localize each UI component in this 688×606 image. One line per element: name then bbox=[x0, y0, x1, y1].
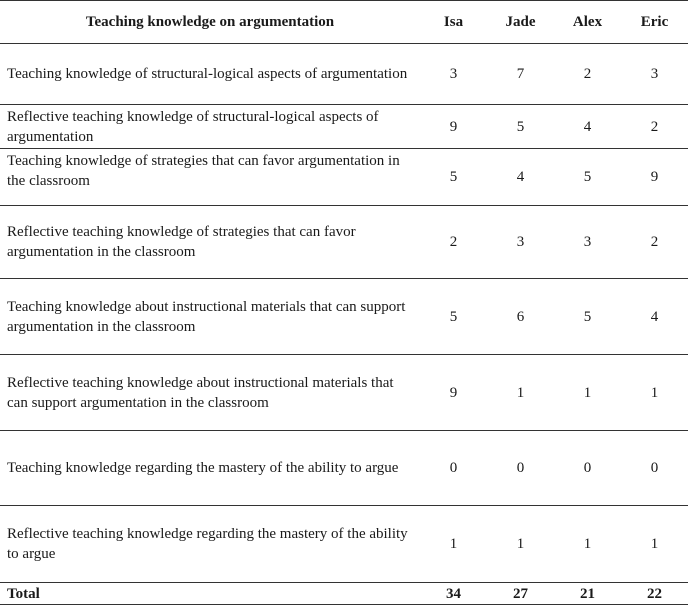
table-row bbox=[0, 355, 688, 431]
header-eric: Eric bbox=[621, 1, 688, 44]
row-value-alex: 0 bbox=[554, 431, 621, 506]
row-value-jade: 0 bbox=[487, 431, 554, 506]
row-value-isa: 3 bbox=[420, 44, 487, 105]
row-label: Reflective teaching knowledge of strategies that can favor argumentation in the classroom bbox=[0, 206, 420, 279]
row-label: Reflective teaching knowledge regarding the mastery of the ability to argue bbox=[0, 506, 420, 583]
header-label: Teaching knowledge on argumentation bbox=[0, 1, 420, 44]
row-value-alex: 1 bbox=[554, 506, 621, 583]
table-row bbox=[0, 206, 688, 279]
table-row bbox=[0, 431, 688, 506]
header-row bbox=[0, 1, 688, 44]
row-value-isa: 2 bbox=[420, 206, 487, 279]
row-value-alex: 4 bbox=[554, 105, 621, 149]
table-row bbox=[0, 105, 688, 149]
row-value-alex: 5 bbox=[554, 149, 621, 206]
total-value-alex: 21 bbox=[554, 583, 621, 605]
table-body bbox=[0, 44, 688, 605]
row-value-isa: 1 bbox=[420, 506, 487, 583]
row-value-isa: 0 bbox=[420, 431, 487, 506]
total-label: Total bbox=[0, 583, 420, 605]
table-row bbox=[0, 149, 688, 206]
row-value-eric: 4 bbox=[621, 279, 688, 355]
row-value-isa: 9 bbox=[420, 105, 487, 149]
row-value-jade: 4 bbox=[487, 149, 554, 206]
row-value-jade: 6 bbox=[487, 279, 554, 355]
row-value-jade: 3 bbox=[487, 206, 554, 279]
row-label: Teaching knowledge of strategies that can favor argumentation in the classroom bbox=[0, 149, 420, 206]
row-value-eric: 3 bbox=[621, 44, 688, 105]
row-value-alex: 5 bbox=[554, 279, 621, 355]
table-header bbox=[0, 1, 688, 44]
table-row bbox=[0, 44, 688, 105]
row-value-isa: 5 bbox=[420, 149, 487, 206]
row-label: Teaching knowledge about instructional materials that can support argumentation in the classroom bbox=[0, 279, 420, 355]
table-row bbox=[0, 506, 688, 583]
row-value-eric: 2 bbox=[621, 206, 688, 279]
total-row bbox=[0, 583, 688, 605]
row-label: Teaching knowledge regarding the mastery of the ability to argue bbox=[0, 431, 420, 506]
row-value-jade: 1 bbox=[487, 506, 554, 583]
row-value-jade: 1 bbox=[487, 355, 554, 431]
row-label: Reflective teaching knowledge about instructional materials that can support argumentation in the classroom bbox=[0, 355, 420, 431]
row-value-jade: 5 bbox=[487, 105, 554, 149]
row-label: Teaching knowledge of structural-logical aspects of argumentation bbox=[0, 44, 420, 105]
row-value-eric: 1 bbox=[621, 506, 688, 583]
row-value-eric: 0 bbox=[621, 431, 688, 506]
row-value-isa: 9 bbox=[420, 355, 487, 431]
header-jade: Jade bbox=[487, 1, 554, 44]
row-value-jade: 7 bbox=[487, 44, 554, 105]
row-value-alex: 3 bbox=[554, 206, 621, 279]
row-value-eric: 9 bbox=[621, 149, 688, 206]
row-value-eric: 1 bbox=[621, 355, 688, 431]
total-value-isa: 34 bbox=[420, 583, 487, 605]
header-alex: Alex bbox=[554, 1, 621, 44]
total-value-jade: 27 bbox=[487, 583, 554, 605]
row-value-eric: 2 bbox=[621, 105, 688, 149]
row-value-alex: 2 bbox=[554, 44, 621, 105]
row-value-alex: 1 bbox=[554, 355, 621, 431]
row-label: Reflective teaching knowledge of structural-logical aspects of argumentation bbox=[0, 105, 420, 149]
row-value-isa: 5 bbox=[420, 279, 487, 355]
header-isa: Isa bbox=[420, 1, 487, 44]
table-row bbox=[0, 279, 688, 355]
total-value-eric: 22 bbox=[621, 583, 688, 605]
